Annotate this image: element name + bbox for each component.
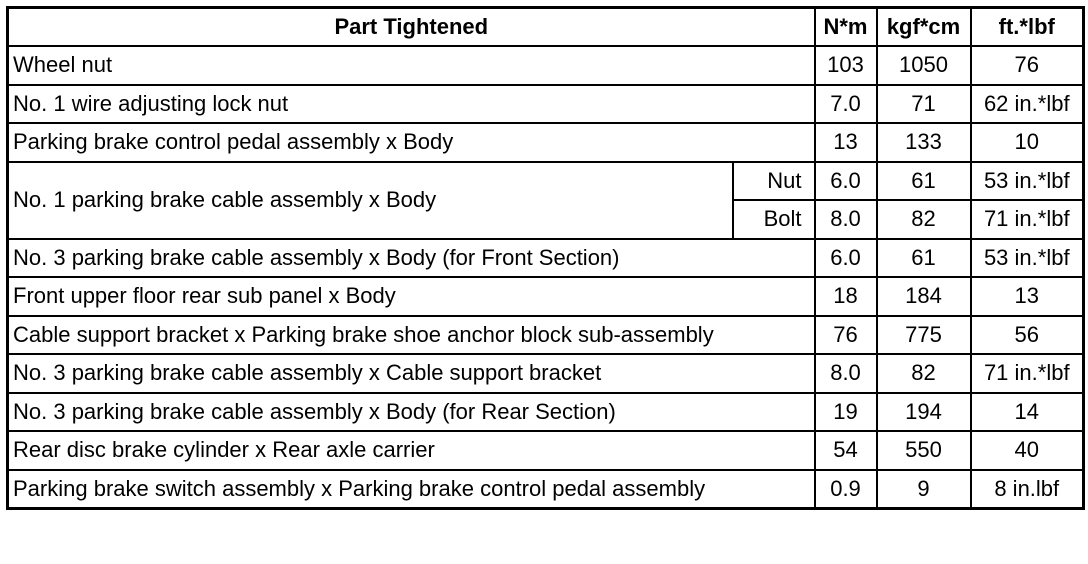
ft-cell: 8 in.lbf: [971, 470, 1084, 509]
ft-cell: 71 in.*lbf: [971, 200, 1084, 239]
nm-cell: 6.0: [815, 239, 877, 278]
nm-cell: 7.0: [815, 85, 877, 124]
table-row: [8, 46, 1084, 85]
table-row: [8, 393, 1084, 432]
kgf-cell: 775: [877, 316, 971, 355]
ft-cell: 62 in.*lbf: [971, 85, 1084, 124]
ft-cell: 71 in.*lbf: [971, 354, 1084, 393]
table-row: [8, 123, 1084, 162]
kgf-cell: 550: [877, 431, 971, 470]
header-nm: N*m: [815, 8, 877, 47]
kgf-cell: 184: [877, 277, 971, 316]
table-row: [8, 85, 1084, 124]
ft-cell: 10: [971, 123, 1084, 162]
table-row: [8, 316, 1084, 355]
part-cell: Front upper floor rear sub panel x Body: [8, 277, 815, 316]
kgf-cell: 1050: [877, 46, 971, 85]
nm-cell: 8.0: [815, 354, 877, 393]
part-cell: No. 3 parking brake cable assembly x Body (for Front Section): [8, 239, 815, 278]
part-cell: No. 3 parking brake cable assembly x Cable support bracket: [8, 354, 815, 393]
ft-cell: 13: [971, 277, 1084, 316]
nm-cell: 76: [815, 316, 877, 355]
nm-cell: 6.0: [815, 162, 877, 201]
ft-cell: 40: [971, 431, 1084, 470]
nm-cell: 13: [815, 123, 877, 162]
nm-cell: 19: [815, 393, 877, 432]
ft-cell: 14: [971, 393, 1084, 432]
header-ft-lbf: ft.*lbf: [971, 8, 1084, 47]
kgf-cell: 71: [877, 85, 971, 124]
table-row: [8, 239, 1084, 278]
table-row: [8, 354, 1084, 393]
table-row: [8, 431, 1084, 470]
ft-cell: 56: [971, 316, 1084, 355]
fastener-cell: Nut: [733, 162, 815, 201]
kgf-cell: 61: [877, 239, 971, 278]
nm-cell: 54: [815, 431, 877, 470]
table-row: [8, 277, 1084, 316]
kgf-cell: 9: [877, 470, 971, 509]
part-cell: No. 1 parking brake cable assembly x Body: [8, 162, 733, 239]
part-cell: No. 3 parking brake cable assembly x Body (for Rear Section): [8, 393, 815, 432]
table-row: [8, 162, 1084, 201]
header-kgf-cm: kgf*cm: [877, 8, 971, 47]
kgf-cell: 194: [877, 393, 971, 432]
nm-cell: 103: [815, 46, 877, 85]
nm-cell: 0.9: [815, 470, 877, 509]
ft-cell: 76: [971, 46, 1084, 85]
kgf-cell: 82: [877, 200, 971, 239]
torque-spec-table: [6, 6, 1085, 510]
kgf-cell: 61: [877, 162, 971, 201]
fastener-cell: Bolt: [733, 200, 815, 239]
part-cell: Cable support bracket x Parking brake shoe anchor block sub-assembly: [8, 316, 815, 355]
nm-cell: 8.0: [815, 200, 877, 239]
kgf-cell: 82: [877, 354, 971, 393]
part-cell: Wheel nut: [8, 46, 815, 85]
part-cell: No. 1 wire adjusting lock nut: [8, 85, 815, 124]
ft-cell: 53 in.*lbf: [971, 239, 1084, 278]
part-cell: Rear disc brake cylinder x Rear axle carrier: [8, 431, 815, 470]
nm-cell: 18: [815, 277, 877, 316]
ft-cell: 53 in.*lbf: [971, 162, 1084, 201]
part-cell: Parking brake switch assembly x Parking brake control pedal assembly: [8, 470, 815, 509]
part-cell: Parking brake control pedal assembly x Body: [8, 123, 815, 162]
header-part-tightened: Part Tightened: [8, 8, 815, 47]
table-row: [8, 470, 1084, 509]
kgf-cell: 133: [877, 123, 971, 162]
header-row: [8, 8, 1084, 47]
